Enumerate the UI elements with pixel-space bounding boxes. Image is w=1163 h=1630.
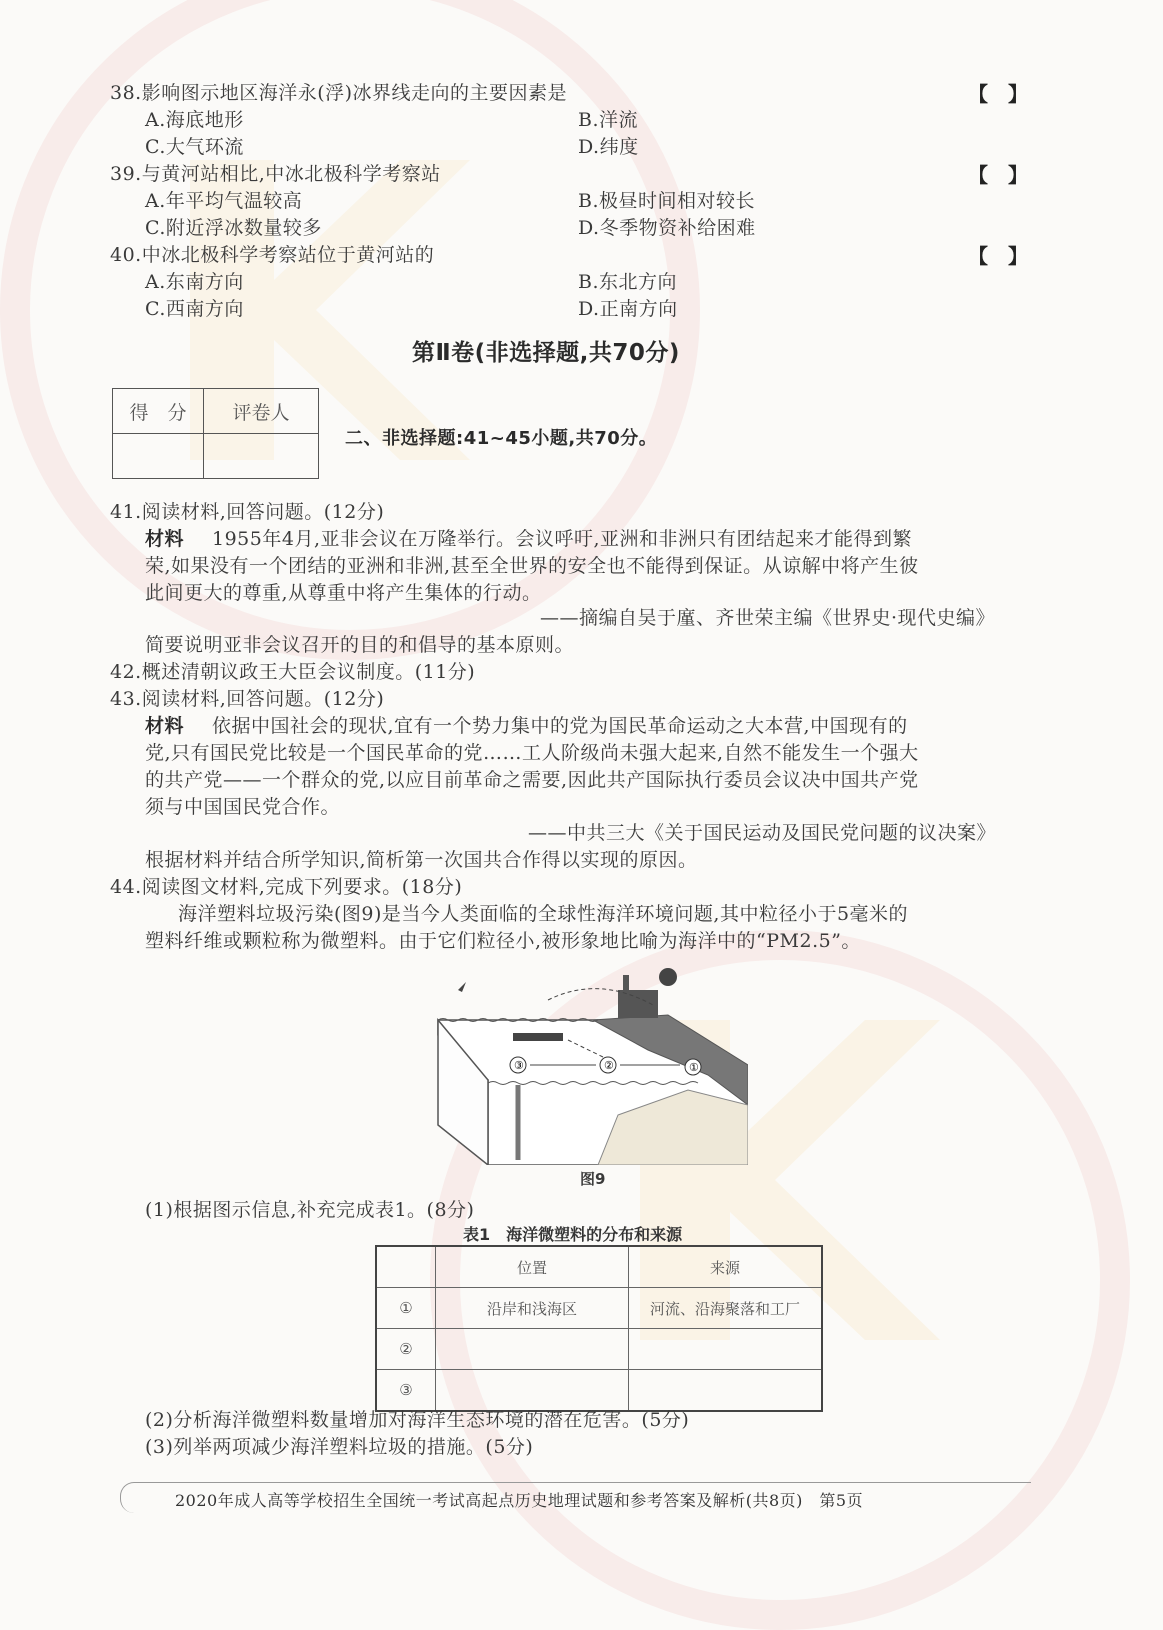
question-38-stem: 38.影响图示地区海洋永(浮)冰界线走向的主要因素是 xyxy=(110,82,568,104)
option-38-d: D.纬度 xyxy=(578,136,639,158)
section-title: 第Ⅱ卷(非选择题,共70分) xyxy=(412,340,680,366)
grader-label: 评卷人 xyxy=(204,389,319,434)
q41-question: 简要说明亚非会议召开的目的和倡导的基本原则。 xyxy=(145,634,575,656)
table-cell: ② xyxy=(376,1329,436,1370)
option-40-a: A.东南方向 xyxy=(145,271,244,293)
table-row xyxy=(376,1288,822,1329)
q41-material-line-2: 荣,如果没有一个团结的亚洲和非洲,甚至全世界的安全也不能得到保证。从谅解中将产生彼 xyxy=(145,555,919,577)
question-41-stem: 41.阅读材料,回答问题。(12分) xyxy=(110,501,385,523)
q44-intro-line-1: 海洋塑料垃圾污染(图9)是当今人类面临的全球性海洋环境问题,其中粒径小于5毫米的 xyxy=(178,903,909,925)
option-40-d: D.正南方向 xyxy=(578,298,678,320)
figure-9-ocean-plastic-diagram xyxy=(418,965,748,1165)
option-40-b: B.东北方向 xyxy=(578,271,678,293)
table-cell xyxy=(436,1329,629,1370)
q43-material-line-4: 须与中国国民党合作。 xyxy=(145,796,341,818)
score-label: 得 分 xyxy=(113,389,204,434)
footer-text: 2020年成人高等学校招生全国统一考试高起点历史地理试题和参考答案及解析(共8页) 第5页 xyxy=(175,1491,864,1510)
option-39-a: A.年平均气温较高 xyxy=(145,190,303,212)
section-heading: 二、非选择题:41~45小题,共70分。 xyxy=(345,428,658,449)
question-44-stem: 44.阅读图文材料,完成下列要求。(18分) xyxy=(110,876,463,898)
question-42-stem: 42.概述清朝议政王大臣会议制度。(11分) xyxy=(110,661,476,683)
answer-bracket-38: 【 】 xyxy=(968,82,1028,106)
q41-material-label: 材料 xyxy=(145,528,185,550)
question-39-stem: 39.与黄河站相比,中冰北极科学考察站 xyxy=(110,163,441,185)
q43-material-label: 材料 xyxy=(145,715,185,737)
table-header: 来源 xyxy=(629,1246,823,1288)
svg-text:②: ② xyxy=(604,1059,614,1072)
figure-caption: 图9 xyxy=(580,1170,606,1188)
option-38-a: A.海底地形 xyxy=(145,109,244,131)
q41-material-line-3: 此间更大的尊重,从尊重中将产生集体的行动。 xyxy=(145,582,542,604)
table-cell: 沿岸和浅海区 xyxy=(436,1288,629,1329)
table-cell xyxy=(629,1329,823,1370)
score-table xyxy=(112,388,319,479)
answer-bracket-40: 【 】 xyxy=(968,244,1028,268)
table-1-title: 表1 海洋微塑料的分布和来源 xyxy=(463,1225,683,1244)
table-1-distribution-sources xyxy=(375,1245,823,1412)
option-40-c: C.西南方向 xyxy=(145,298,244,320)
table-header xyxy=(376,1246,436,1288)
option-39-c: C.附近浮冰数量较多 xyxy=(145,217,322,239)
svg-text:③: ③ xyxy=(514,1059,524,1072)
option-38-b: B.洋流 xyxy=(578,109,639,131)
svg-text:①: ① xyxy=(689,1061,699,1074)
option-39-b: B.极昼时间相对较长 xyxy=(578,190,756,212)
table-cell: ③ xyxy=(376,1370,436,1412)
table-cell: ① xyxy=(376,1288,436,1329)
q43-material-line-1: 依据中国社会的现状,宜有一个势力集中的党为国民革命运动之大本营,中国现有的 xyxy=(212,715,908,737)
table-header-row xyxy=(376,1246,822,1288)
q44-sub-question-3: (3)列举两项减少海洋塑料垃圾的措施。(5分) xyxy=(145,1436,534,1458)
table-cell: 河流、沿海聚落和工厂 xyxy=(629,1288,823,1329)
q41-source: ——摘编自吴于廑、齐世荣主编《世界史·现代史编》 xyxy=(540,607,996,629)
table-header: 位置 xyxy=(436,1246,629,1288)
option-39-d: D.冬季物资补给困难 xyxy=(578,217,756,239)
table-row xyxy=(376,1329,822,1370)
q44-intro-line-2: 塑料纤维或颗粒称为微塑料。由于它们粒径小,被形象地比喻为海洋中的“PM2.5”。 xyxy=(145,930,861,952)
q44-sub-question-1: (1)根据图示信息,补充完成表1。(8分) xyxy=(145,1199,475,1221)
q43-material-line-3: 的共产党——一个群众的党,以应目前革命之需要,因此共产国际执行委员会议决中国共产党 xyxy=(145,769,919,791)
q41-material-line-1: 1955年4月,亚非会议在万隆举行。会议呼吁,亚洲和非洲只有团结起来才能得到繁 xyxy=(212,528,913,550)
q43-material-line-2: 党,只有国民党比较是一个国民革命的党……工人阶级尚未强大起来,自然不能发生一个强大 xyxy=(145,742,919,764)
score-cell xyxy=(113,434,204,479)
q44-sub-question-2: (2)分析海洋微塑料数量增加对海洋生态环境的潜在危害。(5分) xyxy=(145,1409,690,1431)
option-38-c: C.大气环流 xyxy=(145,136,244,158)
grader-cell xyxy=(204,434,319,479)
q43-question: 根据材料并结合所学知识,简析第一次国共合作得以实现的原因。 xyxy=(145,849,698,871)
q43-source: ——中共三大《关于国民运动及国民党问题的议决案》 xyxy=(528,822,997,844)
question-43-stem: 43.阅读材料,回答问题。(12分) xyxy=(110,688,385,710)
answer-bracket-39: 【 】 xyxy=(968,163,1028,187)
question-40-stem: 40.中冰北极科学考察站位于黄河站的 xyxy=(110,244,435,266)
